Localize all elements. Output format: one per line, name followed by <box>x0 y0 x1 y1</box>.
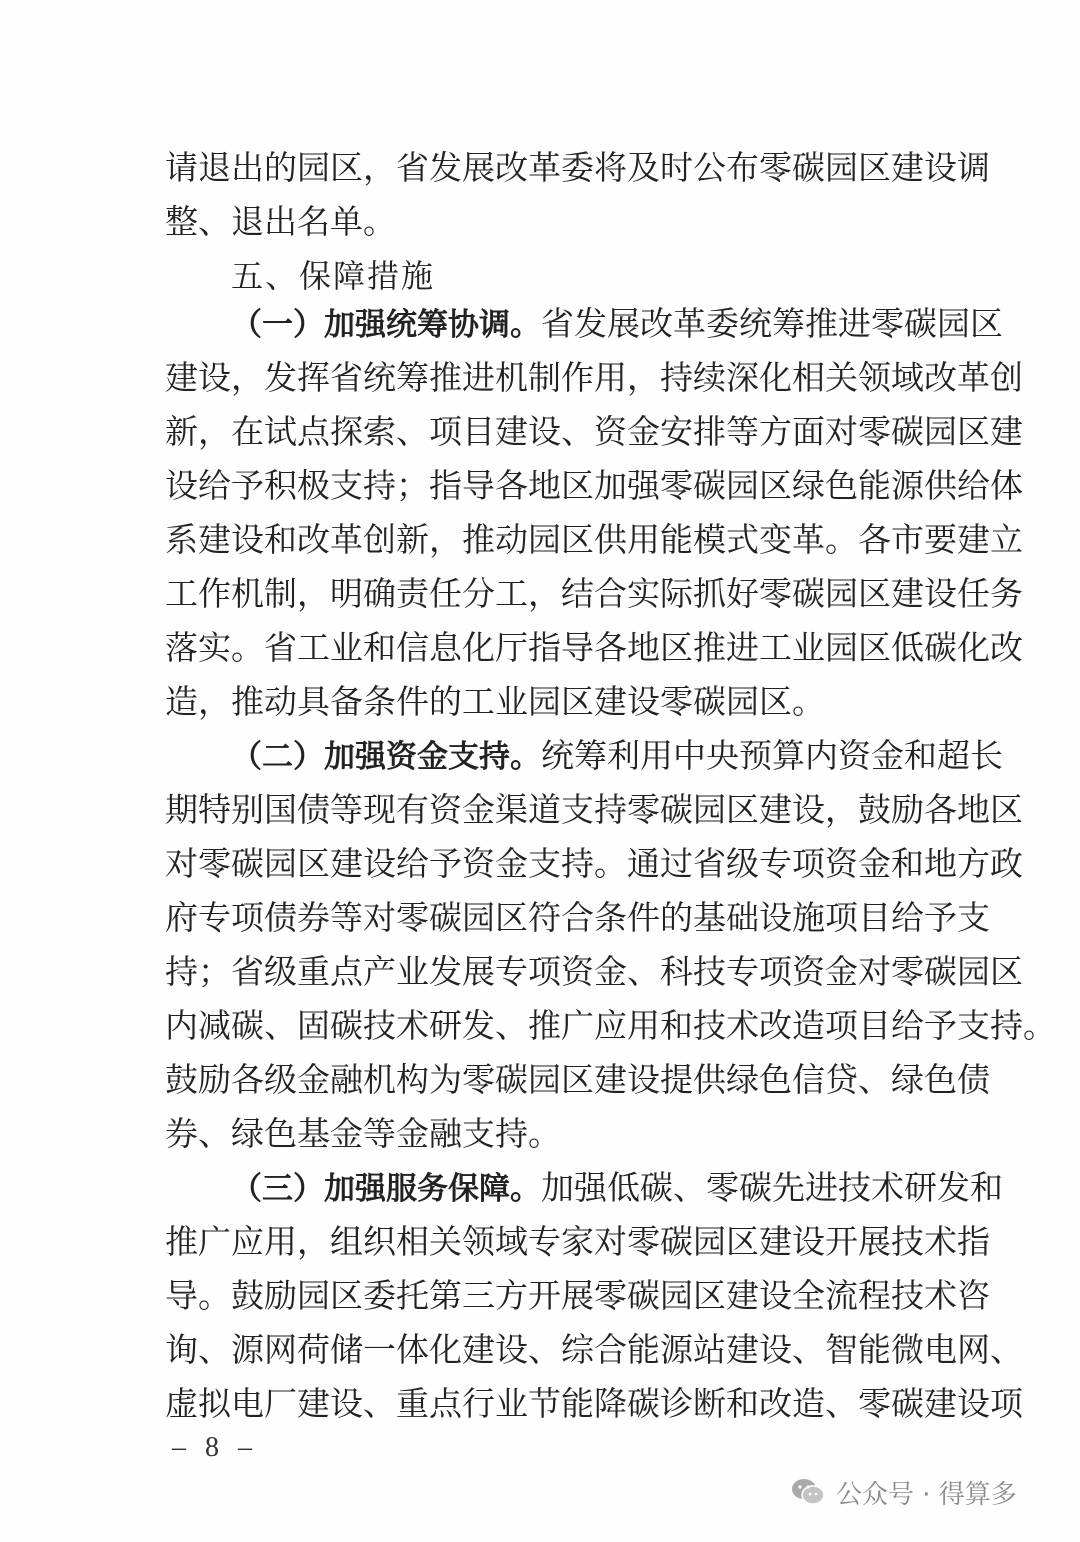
text-line: 对零碳园区建设给予资金支持。通过省级专项资金和地方政 <box>165 844 1023 883</box>
subsection-title: （二）加强资金支持。 <box>231 739 541 775</box>
paragraph-first-line <box>231 1161 1003 1215</box>
text-line: 工作机制，明确责任分工，结合实际抓好零碳园区建设任务 <box>165 574 1023 613</box>
wechat-icon <box>790 1477 826 1507</box>
watermark-text: 公众号 · 得算多 <box>836 1479 1017 1510</box>
text-span: 加强低碳、零碳先进技术研发和 <box>541 1168 1003 1207</box>
text-line: 请退出的园区，省发展改革委将及时公布零碳园区建设调 <box>165 148 990 187</box>
text-line: 导。鼓励园区委托第三方开展零碳园区建设全流程技术咨 <box>165 1276 990 1315</box>
paragraph-first-line <box>231 729 1003 783</box>
text-line: 府专项债券等对零碳园区符合条件的基础设施项目给予支 <box>165 898 990 937</box>
text-line: 新，在试点探索、项目建设、资金安排等方面对零碳园区建 <box>165 412 1023 451</box>
text-span: 省发展改革委统筹推进零碳园区 <box>541 304 1003 343</box>
text-line: 系建设和改革创新，推动园区供用能模式变革。各市要建立 <box>165 520 1023 559</box>
text-line: 询、源网荷储一体化建设、综合能源站建设、智能微电网、 <box>165 1330 1023 1369</box>
paragraph-first-line <box>231 297 1003 351</box>
text-line: 建设，发挥省统筹推进机制作用，持续深化相关领域改革创 <box>165 358 1023 397</box>
text-line: 设给予积极支持；指导各地区加强零碳园区绿色能源供给体 <box>165 466 1023 505</box>
page-number: – 8 – <box>172 1432 258 1463</box>
text-line: 券、绿色基金等金融支持。 <box>165 1114 561 1153</box>
text-line: 虚拟电厂建设、重点行业节能降碳诊断和改造、零碳建设项 <box>165 1384 1023 1423</box>
text-line: 内减碳、固碳技术研发、推广应用和技术改造项目给予支持。 <box>165 1006 1056 1045</box>
text-line: 整、退出名单。 <box>165 202 396 241</box>
text-line: 落实。省工业和信息化厅指导各地区推进工业园区低碳化改 <box>165 628 1023 667</box>
text-line: 持；省级重点产业发展专项资金、科技专项资金对零碳园区 <box>165 952 1023 991</box>
text-line: 鼓励各级金融机构为零碳园区建设提供绿色信贷、绿色债 <box>165 1060 990 1099</box>
text-line: 期特别国债等现有资金渠道支持零碳园区建设，鼓励各地区 <box>165 790 1023 829</box>
text-line: 造，推动具备条件的工业园区建设零碳园区。 <box>165 682 825 721</box>
watermark <box>790 1472 1017 1512</box>
text-span: 统筹利用中央预算内资金和超长 <box>541 736 1003 775</box>
text-line: 推广应用，组织相关领域专家对零碳园区建设开展技术指 <box>165 1222 990 1261</box>
subsection-title: （一）加强统筹协调。 <box>231 307 541 343</box>
subsection-title: （三）加强服务保障。 <box>231 1171 541 1207</box>
section-heading: 五、保障措施 <box>231 257 436 295</box>
